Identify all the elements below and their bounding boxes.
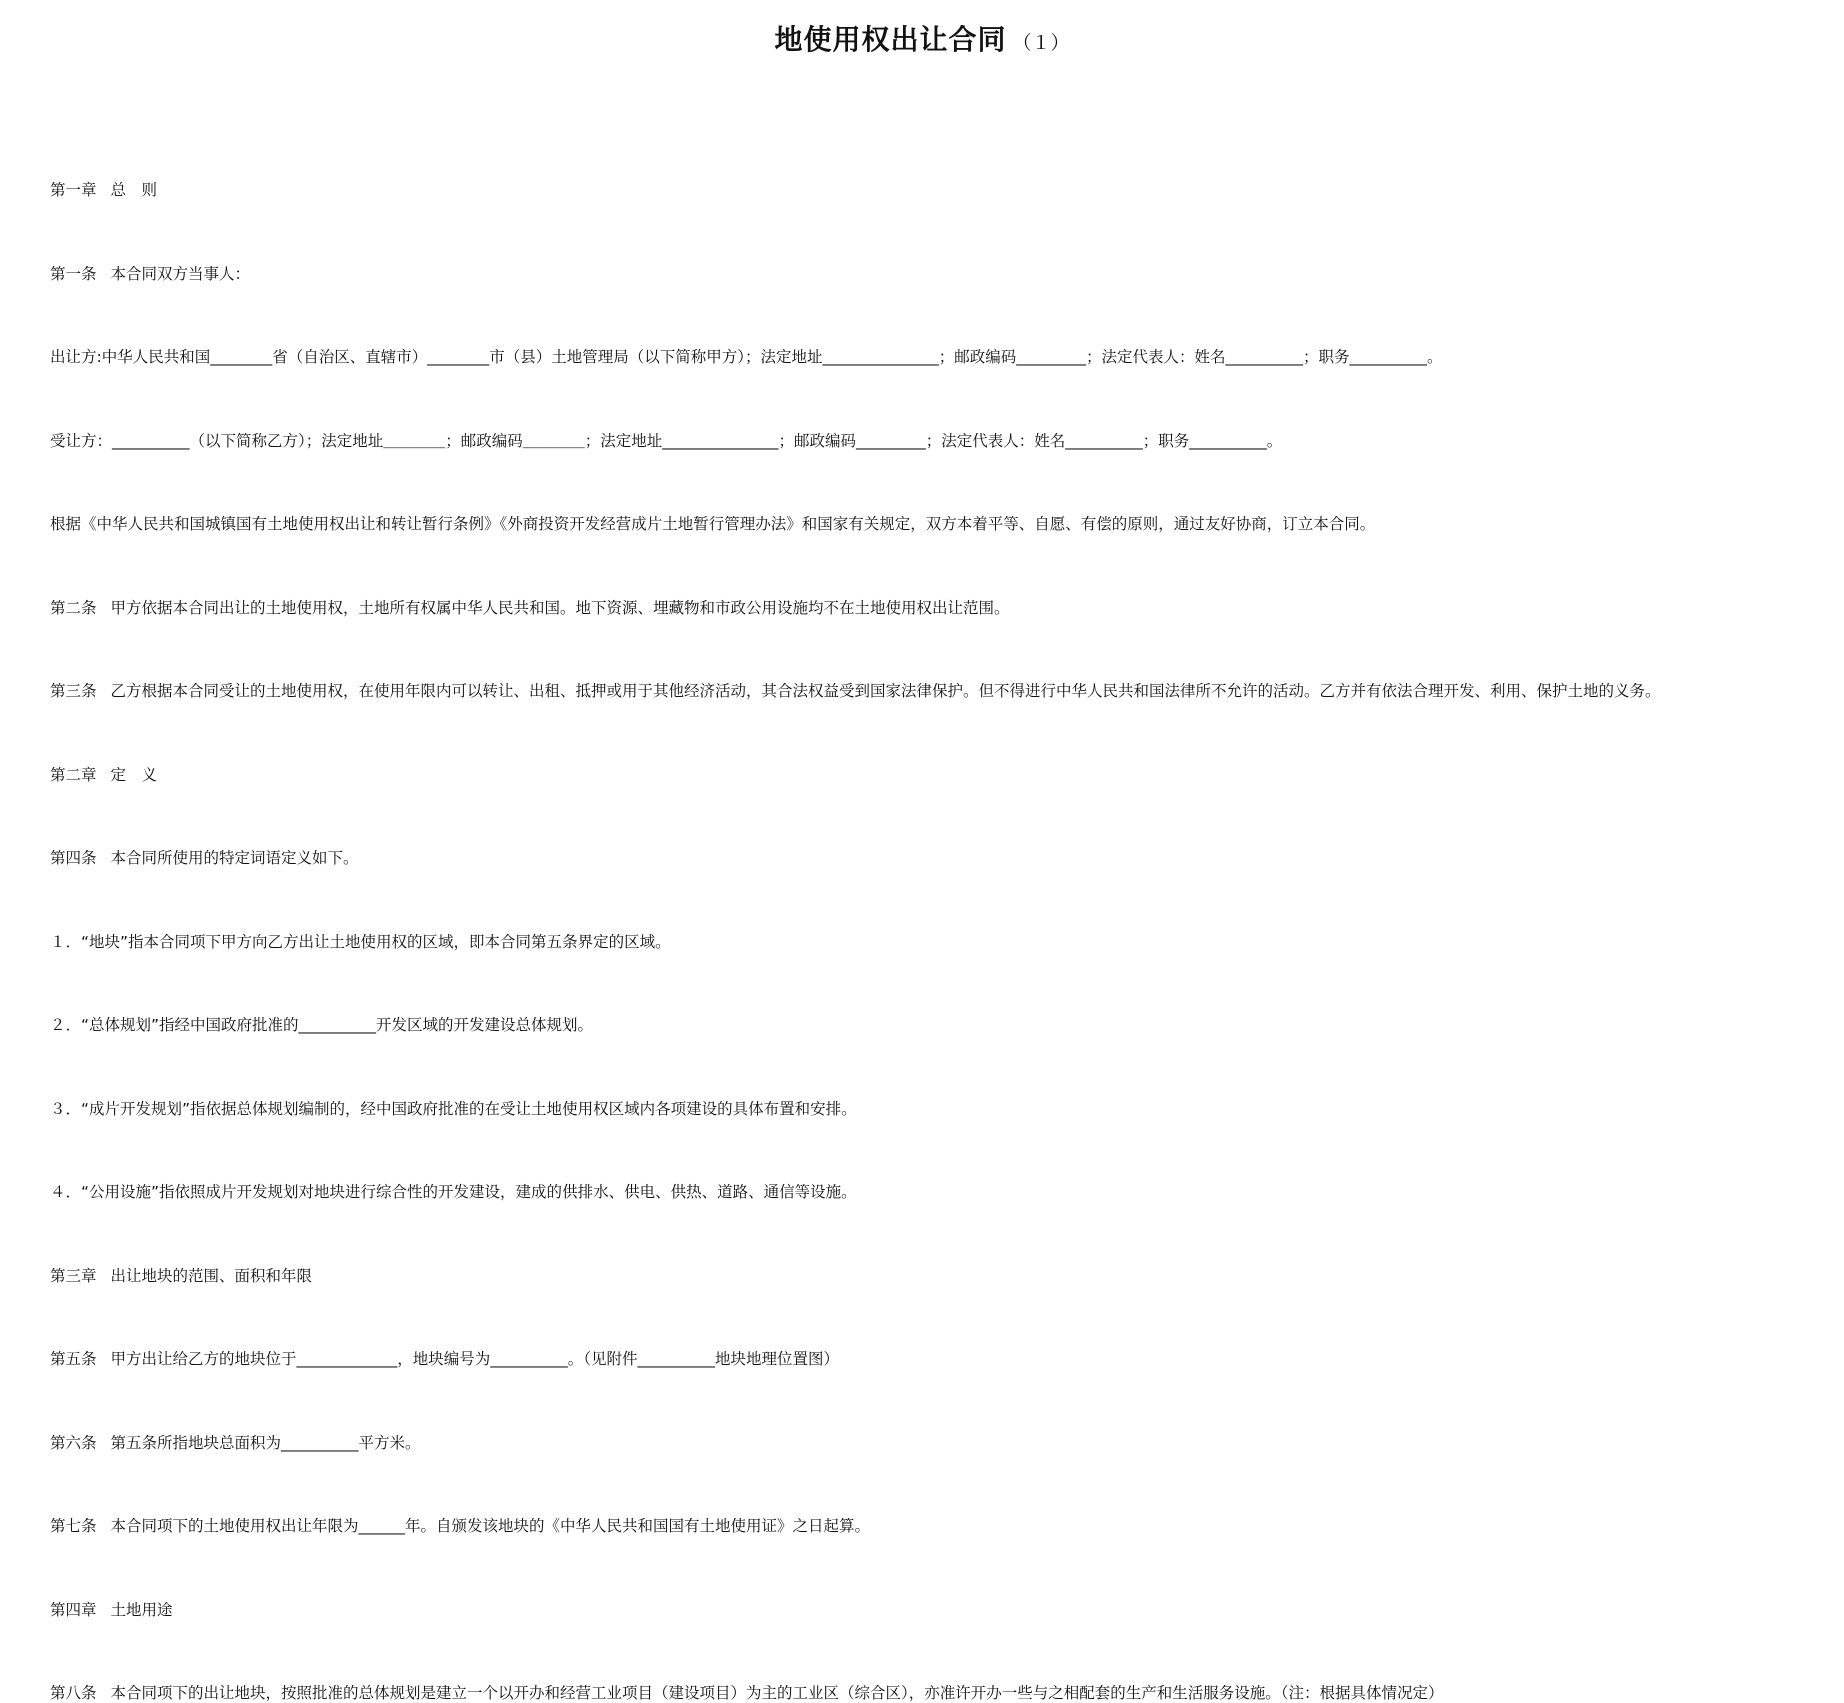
paragraph — [50, 431, 1282, 451]
paragraph — [50, 1433, 421, 1453]
paragraph — [50, 1015, 593, 1035]
paragraph-label: 第二章 — [50, 766, 97, 784]
paragraph — [50, 765, 157, 785]
paragraph-label: 第一条 — [50, 265, 97, 283]
paragraph — [50, 264, 250, 284]
paragraph — [50, 848, 359, 868]
paragraph — [50, 1683, 1444, 1703]
paragraph-text: 出让方:中华人民共和国________省（自治区、直辖市）________市（县）土地管理局（以下简称甲方）；法定地址_______________；邮政编码_________；法定代表人：姓名__________；职务__________。 — [50, 348, 1443, 366]
paragraph-text: 甲方出让给乙方的地块位于_____________，地块编号为__________。（见附件__________地块地理位置图） — [110, 1350, 840, 1368]
paragraph-label: 第四章 — [50, 1601, 97, 1619]
document-title — [0, 18, 1844, 58]
paragraph — [50, 932, 671, 952]
paragraph-text: 本合同项下的出让地块，按照批准的总体规划是建立一个以开办和经营工业项目（建设项目）为主的工业区（综合区），亦准许开办一些与之相配套的生产和生活服务设施。（注：根据具体情况定） — [110, 1684, 1444, 1702]
paragraph — [50, 1516, 870, 1536]
paragraph — [50, 1600, 173, 1620]
paragraph-label: 第三章 — [50, 1267, 97, 1285]
paragraph — [50, 180, 157, 200]
paragraph — [50, 514, 1375, 534]
paragraph-label: 第七条 — [50, 1517, 97, 1535]
paragraph — [50, 1099, 857, 1119]
title-suffix: （１） — [1012, 32, 1070, 54]
paragraph — [50, 598, 1010, 618]
paragraph-text: 受让方：__________（以下简称乙方）；法定地址＿＿＿＿；邮政编码＿＿＿＿；法定地址_______________；邮政编码_________；法定代表人：姓名__________；职务__________。 — [50, 432, 1283, 450]
paragraph-label: 第六条 — [50, 1434, 97, 1452]
paragraph-text: ２．“总体规划”指经中国政府批准的__________开发区域的开发建设总体规划。 — [50, 1016, 594, 1034]
paragraph — [50, 1349, 839, 1369]
paragraph — [50, 1266, 312, 1286]
paragraph-text: 甲方依据本合同出让的土地使用权，土地所有权属中华人民共和国。地下资源、埋藏物和市政公用设施均不在土地使用权出让范围。 — [110, 599, 1010, 617]
paragraph-label: 第一章 — [50, 181, 97, 199]
paragraph — [50, 347, 1442, 367]
paragraph — [50, 681, 1661, 701]
paragraph-label: 第四条 — [50, 849, 97, 867]
paragraph-label: 第二条 — [50, 599, 97, 617]
paragraph-text: 乙方根据本合同受让的土地使用权，在使用年限内可以转让、出租、抵押或用于其他经济活动，其合法权益受到国家法律保护。但不得进行中华人民共和国法律所不允许的活动。乙方并有依法合理开发、利用、保护土地的义务。 — [110, 682, 1661, 700]
paragraph-text: １．“地块”指本合同项下甲方向乙方出让土地使用权的区域，即本合同第五条界定的区域。 — [50, 933, 671, 951]
paragraph-text: 根据《中华人民共和国城镇国有土地使用权出让和转让暂行条例》《外商投资开发经营成片土地暂行管理办法》和国家有关规定，双方本着平等、自愿、有偿的原则，通过友好协商，订立本合同。 — [50, 515, 1376, 533]
paragraph-label: 第八条 — [50, 1684, 97, 1702]
title-main: 地使用权出让合同 — [774, 23, 1007, 56]
paragraph-label: 第三条 — [50, 682, 97, 700]
paragraph-text: 本合同双方当事人： — [110, 265, 251, 283]
paragraph-text: 本合同所使用的特定词语定义如下。 — [110, 849, 359, 867]
paragraph — [50, 1182, 857, 1202]
paragraph-text: 土地用途 — [110, 1601, 173, 1619]
paragraph-text: 本合同项下的土地使用权出让年限为______年。自颁发该地块的《中华人民共和国国有土地使用证》之日起算。 — [110, 1517, 871, 1535]
paragraph-label: 第五条 — [50, 1350, 97, 1368]
paragraph-text: ３．“成片开发规划”指依据总体规划编制的，经中国政府批准的在受让土地使用权区域内各项建设的具体布置和安排。 — [50, 1100, 857, 1118]
paragraph-text: 定 义 — [110, 766, 158, 784]
paragraph-text: 总 则 — [110, 181, 158, 199]
paragraph-text: ４．“公用设施”指依照成片开发规划对地块进行综合性的开发建设，建成的供排水、供电、供热、道路、通信等设施。 — [50, 1183, 857, 1201]
paragraph-text: 出让地块的范围、面积和年限 — [110, 1267, 313, 1285]
paragraph-text: 第五条所指地块总面积为__________平方米。 — [110, 1434, 421, 1452]
